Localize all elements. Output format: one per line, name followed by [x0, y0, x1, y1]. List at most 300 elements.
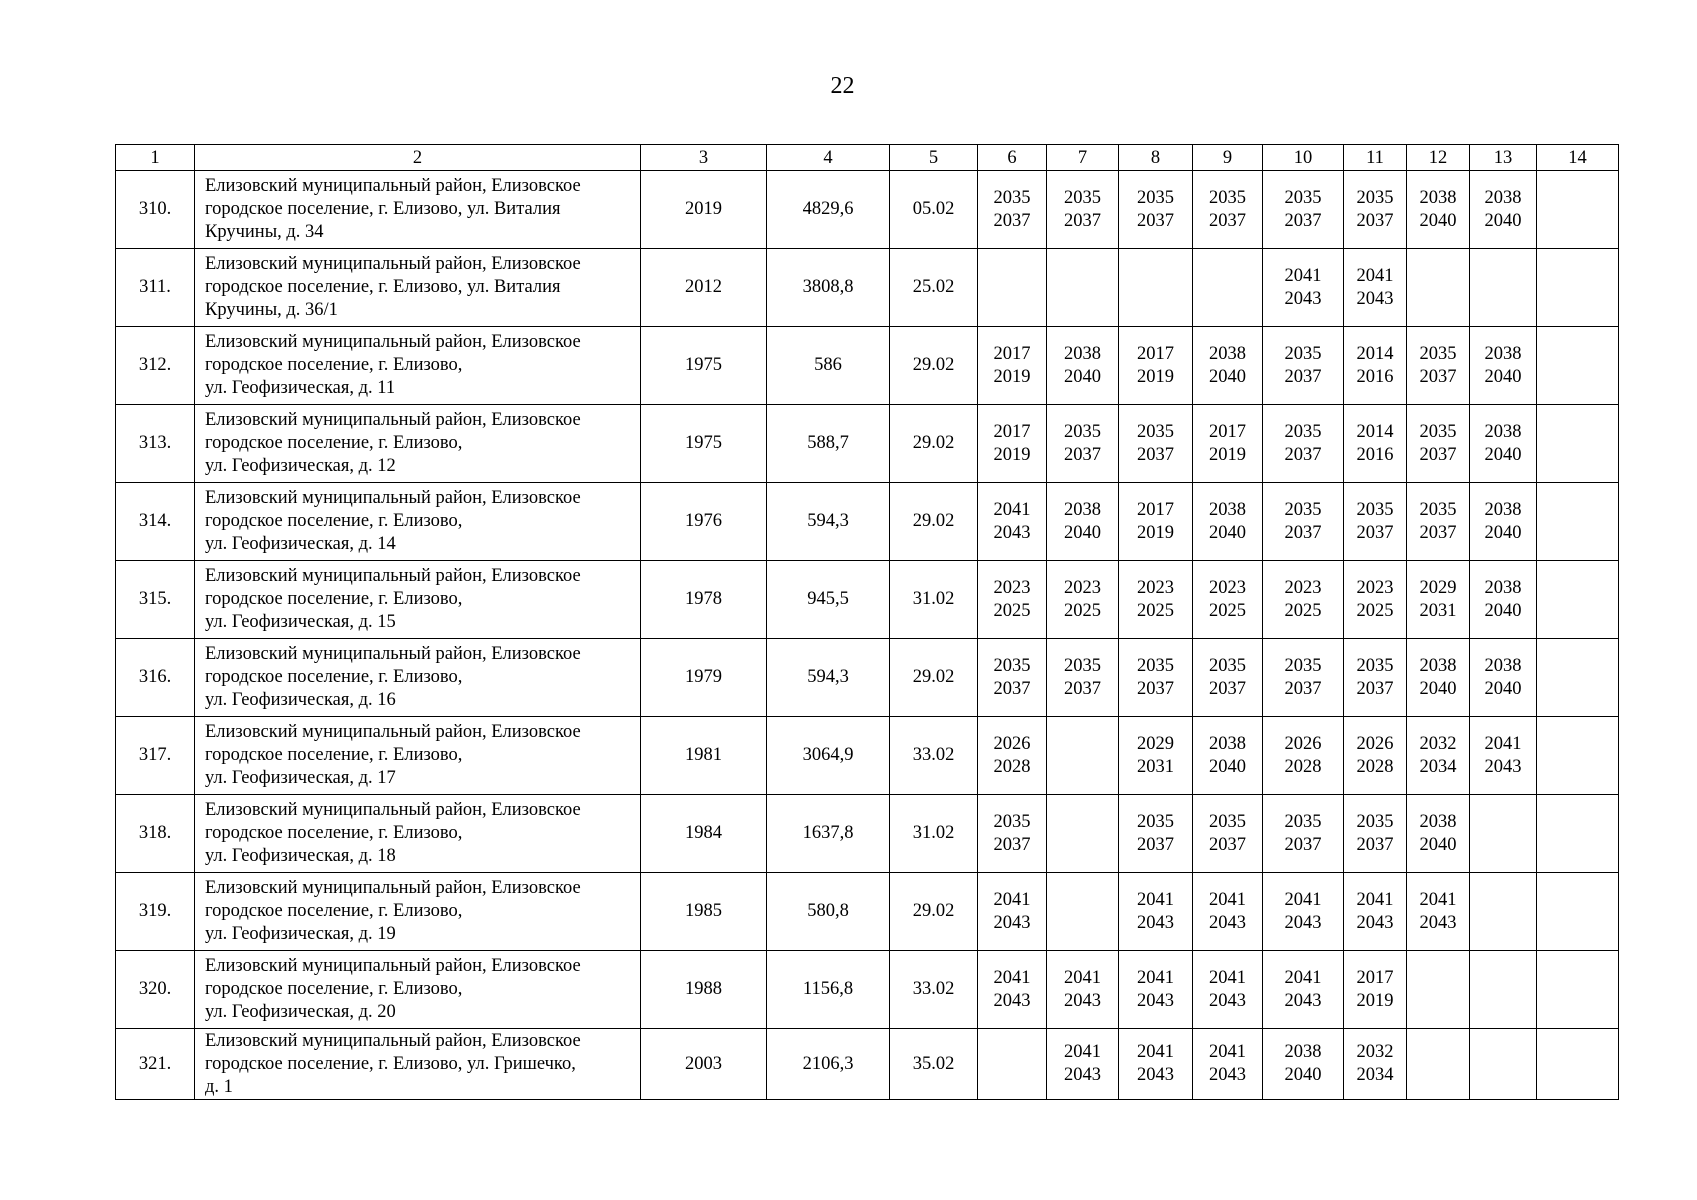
period-start-year: 2035: [1356, 499, 1394, 520]
code-cell: 31.02: [890, 561, 978, 639]
period-end-year: 2037: [993, 678, 1031, 699]
period-end-year: 2037: [1284, 366, 1322, 387]
period-start-year: 2035: [1356, 811, 1394, 832]
period-cell: [1193, 249, 1263, 327]
table-row: [116, 873, 1619, 951]
period-cell: [1263, 327, 1344, 405]
period-start-year: 2035: [1356, 655, 1394, 676]
period-cell: [1047, 795, 1119, 873]
period-start-year: 2038: [1484, 343, 1522, 364]
period-end-year: 2043: [1137, 1065, 1174, 1085]
period-start-year: 2023: [1137, 577, 1174, 598]
address-line: городское поселение, г. Елизово,: [205, 589, 463, 609]
period-start-year: 2038: [1484, 421, 1522, 442]
address-line: городское поселение, г. Елизово,: [205, 355, 463, 375]
period-cell: [1263, 951, 1344, 1029]
period-cell: [1344, 1029, 1407, 1100]
period-cell: [1344, 561, 1407, 639]
period-cell: [1537, 951, 1619, 1029]
year-built-cell: 1975: [641, 327, 767, 405]
period-start-year: 2041: [1137, 1042, 1174, 1062]
period-end-year: 2028: [1356, 756, 1394, 777]
period-end-year: 2037: [1419, 366, 1457, 387]
area-cell: 588,7: [767, 405, 890, 483]
period-cell: [1470, 795, 1537, 873]
code-cell: 35.02: [890, 1029, 978, 1100]
address-cell: [195, 171, 641, 249]
period-end-year: 2040: [1484, 444, 1522, 465]
period-start-year: 2017: [1137, 499, 1174, 520]
period-start-year: 2035: [1284, 343, 1322, 364]
period-cell: [1119, 795, 1193, 873]
period-cell: [1470, 639, 1537, 717]
address-line: ул. Геофизическая, д. 16: [205, 690, 396, 710]
period-start-year: 2035: [1064, 187, 1101, 208]
table-row: [116, 1029, 1619, 1100]
period-end-year: 2043: [1209, 990, 1246, 1011]
period-end-year: 2031: [1419, 600, 1457, 621]
address-line: Кручины, д. 36/1: [205, 300, 338, 320]
area-cell: 3064,9: [767, 717, 890, 795]
period-cell: [1537, 1029, 1619, 1100]
period-cell: [1470, 1029, 1537, 1100]
period-end-year: 2037: [1137, 210, 1174, 231]
period-start-year: 2017: [1356, 967, 1394, 988]
area-cell: 586: [767, 327, 890, 405]
column-header: 7: [1047, 145, 1119, 171]
column-header: 11: [1344, 145, 1407, 171]
period-start-year: 2026: [1356, 733, 1394, 754]
period-cell: [1047, 951, 1119, 1029]
period-end-year: 2037: [1209, 678, 1246, 699]
period-cell: [1119, 717, 1193, 795]
row-number-cell: 313.: [116, 405, 195, 483]
period-cell: [1047, 717, 1119, 795]
period-start-year: 2041: [1209, 1042, 1246, 1062]
address-cell: [195, 795, 641, 873]
code-cell: 33.02: [890, 951, 978, 1029]
period-end-year: 2043: [993, 522, 1031, 543]
row-number-cell: 321.: [116, 1029, 195, 1100]
period-cell: [1047, 561, 1119, 639]
period-cell: [1470, 951, 1537, 1029]
period-cell: [1407, 717, 1470, 795]
period-end-year: 2043: [1137, 990, 1174, 1011]
period-start-year: 2035: [1284, 187, 1322, 208]
period-end-year: 2037: [993, 834, 1031, 855]
period-cell: [1537, 717, 1619, 795]
address-line: городское поселение, г. Елизово,: [205, 901, 463, 921]
period-end-year: 2019: [993, 366, 1031, 387]
period-end-year: 2037: [1419, 522, 1457, 543]
period-start-year: 2041: [1064, 1042, 1101, 1062]
period-cell: [978, 249, 1047, 327]
period-cell: [1470, 873, 1537, 951]
period-cell: [1119, 249, 1193, 327]
address-line: ул. Геофизическая, д. 20: [205, 1002, 396, 1022]
period-cell: [1537, 561, 1619, 639]
period-end-year: 2040: [1064, 366, 1101, 387]
column-header: 13: [1470, 145, 1537, 171]
address-cell: [195, 639, 641, 717]
address-line: ул. Геофизическая, д. 15: [205, 612, 396, 632]
period-cell: [1537, 873, 1619, 951]
period-cell: [1047, 873, 1119, 951]
address-line: ул. Геофизическая, д. 12: [205, 456, 396, 476]
period-end-year: 2016: [1356, 366, 1394, 387]
address-line: городское поселение, г. Елизово,: [205, 667, 463, 687]
period-end-year: 2019: [1356, 990, 1394, 1011]
period-start-year: 2014: [1356, 343, 1394, 364]
period-cell: [1537, 405, 1619, 483]
table-row: [116, 483, 1619, 561]
period-cell: [1047, 639, 1119, 717]
period-cell: [1193, 561, 1263, 639]
period-end-year: 2043: [1284, 912, 1322, 933]
address-line: ул. Геофизическая, д. 14: [205, 534, 396, 554]
area-cell: 594,3: [767, 483, 890, 561]
period-end-year: 2043: [1284, 288, 1322, 309]
period-start-year: 2038: [1484, 187, 1522, 208]
period-end-year: 2028: [1284, 756, 1322, 777]
period-cell: [1193, 483, 1263, 561]
period-cell: [1193, 171, 1263, 249]
period-end-year: 2028: [993, 756, 1031, 777]
period-start-year: 2038: [1484, 577, 1522, 598]
code-cell: 29.02: [890, 639, 978, 717]
period-end-year: 2037: [993, 210, 1031, 231]
year-built-cell: 1979: [641, 639, 767, 717]
row-number-cell: 312.: [116, 327, 195, 405]
table-body: [116, 171, 1619, 1100]
period-end-year: 2037: [1356, 678, 1394, 699]
period-end-year: 2040: [1419, 834, 1457, 855]
period-end-year: 2043: [993, 912, 1031, 933]
period-cell: [1193, 405, 1263, 483]
period-start-year: 2041: [1484, 733, 1522, 754]
address-cell: [195, 405, 641, 483]
period-start-year: 2026: [1284, 733, 1322, 754]
period-start-year: 2035: [1284, 421, 1322, 442]
period-cell: [978, 561, 1047, 639]
row-number-cell: 316.: [116, 639, 195, 717]
period-end-year: 2043: [1209, 1065, 1246, 1085]
address-cell: [195, 717, 641, 795]
address-line: ул. Геофизическая, д. 11: [205, 378, 396, 398]
period-cell: [1407, 1029, 1470, 1100]
period-start-year: 2038: [1209, 733, 1246, 754]
period-end-year: 2025: [1356, 600, 1394, 621]
period-cell: [1407, 639, 1470, 717]
period-start-year: 2035: [993, 187, 1031, 208]
period-start-year: 2035: [993, 811, 1031, 832]
table-row: [116, 171, 1619, 249]
period-cell: [1119, 1029, 1193, 1100]
period-cell: [1344, 483, 1407, 561]
period-start-year: 2038: [1209, 343, 1246, 364]
table-row: [116, 249, 1619, 327]
period-start-year: 2041: [1284, 889, 1322, 910]
period-cell: [1119, 171, 1193, 249]
period-start-year: 2029: [1137, 733, 1174, 754]
column-header: 4: [767, 145, 890, 171]
period-cell: [1407, 951, 1470, 1029]
period-start-year: 2041: [1284, 265, 1322, 286]
period-cell: [1344, 717, 1407, 795]
column-header: 5: [890, 145, 978, 171]
period-end-year: 2037: [1356, 522, 1394, 543]
address-line: городское поселение, г. Елизово,: [205, 745, 463, 765]
period-cell: [978, 405, 1047, 483]
period-start-year: 2041: [1356, 265, 1394, 286]
period-cell: [1119, 483, 1193, 561]
address-line: Елизовский муниципальный район, Елизовское: [205, 722, 581, 742]
period-end-year: 2043: [1356, 288, 1394, 309]
period-end-year: 2043: [1209, 912, 1246, 933]
area-cell: 4829,6: [767, 171, 890, 249]
period-start-year: 2035: [1419, 499, 1457, 520]
address-line: Кручины, д. 34: [205, 222, 324, 242]
period-end-year: 2025: [1209, 600, 1246, 621]
period-end-year: 2037: [1356, 210, 1394, 231]
period-start-year: 2038: [1064, 343, 1101, 364]
period-cell: [1344, 873, 1407, 951]
column-header: 8: [1119, 145, 1193, 171]
address-line: Елизовский муниципальный район, Елизовское: [205, 254, 581, 274]
row-number-cell: 310.: [116, 171, 195, 249]
period-end-year: 2037: [1137, 678, 1174, 699]
period-end-year: 2037: [1137, 834, 1174, 855]
period-cell: [1407, 561, 1470, 639]
period-cell: [978, 171, 1047, 249]
period-cell: [978, 327, 1047, 405]
period-cell: [1263, 717, 1344, 795]
period-end-year: 2019: [1209, 444, 1246, 465]
period-start-year: 2026: [993, 733, 1031, 754]
period-end-year: 2043: [1064, 990, 1101, 1011]
address-line: городское поселение, г. Елизово,: [205, 979, 463, 999]
address-line: городское поселение, г. Елизово,: [205, 433, 463, 453]
period-start-year: 2041: [1356, 889, 1394, 910]
period-cell: [1193, 795, 1263, 873]
period-start-year: 2017: [993, 421, 1031, 442]
period-cell: [1193, 639, 1263, 717]
period-cell: [1047, 1029, 1119, 1100]
period-cell: [1407, 795, 1470, 873]
period-cell: [1344, 249, 1407, 327]
period-start-year: 2035: [1137, 187, 1174, 208]
year-built-cell: 1988: [641, 951, 767, 1029]
column-header: 12: [1407, 145, 1470, 171]
period-cell: [1344, 639, 1407, 717]
period-end-year: 2031: [1137, 756, 1174, 777]
period-start-year: 2035: [1356, 187, 1394, 208]
period-cell: [1470, 249, 1537, 327]
period-start-year: 2017: [1137, 343, 1174, 364]
column-number-header-row: [116, 145, 1619, 171]
year-built-cell: 1976: [641, 483, 767, 561]
column-header: 10: [1263, 145, 1344, 171]
period-start-year: 2035: [1137, 421, 1174, 442]
period-start-year: 2041: [1209, 889, 1246, 910]
address-line: городское поселение, г. Елизово,: [205, 823, 463, 843]
period-end-year: 2037: [1419, 444, 1457, 465]
period-start-year: 2041: [1419, 889, 1457, 910]
period-end-year: 2025: [1137, 600, 1174, 621]
period-cell: [1537, 795, 1619, 873]
period-end-year: 2040: [1484, 366, 1522, 387]
period-start-year: 2023: [1064, 577, 1101, 598]
period-start-year: 2038: [1209, 499, 1246, 520]
period-end-year: 2016: [1356, 444, 1394, 465]
address-cell: [195, 327, 641, 405]
year-built-cell: 1985: [641, 873, 767, 951]
address-line: городское поселение, г. Елизово,: [205, 511, 463, 531]
period-cell: [1407, 171, 1470, 249]
period-start-year: 2029: [1419, 577, 1457, 598]
period-start-year: 2041: [993, 967, 1031, 988]
period-end-year: 2037: [1064, 210, 1101, 231]
period-cell: [1263, 405, 1344, 483]
period-cell: [978, 873, 1047, 951]
period-cell: [1470, 405, 1537, 483]
period-start-year: 2023: [993, 577, 1031, 598]
column-header: 2: [195, 145, 641, 171]
address-line: Елизовский муниципальный район, Елизовское: [205, 1030, 581, 1051]
period-cell: [1263, 639, 1344, 717]
row-number-cell: 320.: [116, 951, 195, 1029]
period-start-year: 2023: [1209, 577, 1246, 598]
period-start-year: 2038: [1419, 811, 1457, 832]
period-end-year: 2019: [1137, 366, 1174, 387]
period-end-year: 2043: [1284, 990, 1322, 1011]
period-cell: [1119, 561, 1193, 639]
period-end-year: 2037: [1209, 210, 1246, 231]
period-cell: [1407, 405, 1470, 483]
period-start-year: 2035: [1209, 811, 1246, 832]
code-cell: 29.02: [890, 327, 978, 405]
period-end-year: 2037: [1064, 444, 1101, 465]
period-cell: [1263, 873, 1344, 951]
period-start-year: 2041: [1137, 967, 1174, 988]
period-cell: [1537, 639, 1619, 717]
area-cell: 1637,8: [767, 795, 890, 873]
code-cell: 31.02: [890, 795, 978, 873]
period-end-year: 2040: [1209, 522, 1246, 543]
period-end-year: 2037: [1064, 678, 1101, 699]
period-start-year: 2035: [1137, 811, 1174, 832]
period-end-year: 2034: [1419, 756, 1457, 777]
period-cell: [1047, 405, 1119, 483]
year-built-cell: 2012: [641, 249, 767, 327]
period-cell: [1263, 171, 1344, 249]
period-cell: [1407, 327, 1470, 405]
period-cell: [1263, 249, 1344, 327]
period-start-year: 2041: [1284, 967, 1322, 988]
table-row: [116, 717, 1619, 795]
period-start-year: 2035: [1284, 655, 1322, 676]
period-start-year: 2035: [1064, 655, 1101, 676]
period-end-year: 2040: [1484, 522, 1522, 543]
row-number-cell: 319.: [116, 873, 195, 951]
address-line: ул. Геофизическая, д. 17: [205, 768, 396, 788]
period-cell: [1344, 405, 1407, 483]
address-line: Елизовский муниципальный район, Елизовское: [205, 488, 581, 508]
year-built-cell: 1978: [641, 561, 767, 639]
period-cell: [1263, 1029, 1344, 1100]
period-cell: [1047, 249, 1119, 327]
period-end-year: 2040: [1064, 522, 1101, 543]
address-line: Елизовский муниципальный район, Елизовское: [205, 332, 581, 352]
address-line: городское поселение, г. Елизово, ул. Гришечко,: [205, 1053, 576, 1074]
period-cell: [978, 1029, 1047, 1100]
period-cell: [1470, 561, 1537, 639]
period-cell: [1407, 873, 1470, 951]
period-cell: [978, 483, 1047, 561]
period-start-year: 2035: [1209, 655, 1246, 676]
period-start-year: 2038: [1419, 187, 1457, 208]
table-row: [116, 639, 1619, 717]
period-start-year: 2035: [993, 655, 1031, 676]
period-cell: [1344, 171, 1407, 249]
period-cell: [1537, 171, 1619, 249]
period-end-year: 2019: [993, 444, 1031, 465]
year-built-cell: 1981: [641, 717, 767, 795]
period-cell: [978, 717, 1047, 795]
period-start-year: 2035: [1284, 499, 1322, 520]
period-end-year: 2043: [1356, 912, 1394, 933]
period-end-year: 2040: [1484, 210, 1522, 231]
period-start-year: 2038: [1284, 1042, 1322, 1062]
period-start-year: 2035: [1419, 421, 1457, 442]
address-cell: [195, 1029, 641, 1100]
period-start-year: 2041: [1064, 967, 1101, 988]
year-built-cell: 1975: [641, 405, 767, 483]
period-end-year: 2037: [1137, 444, 1174, 465]
period-end-year: 2040: [1484, 678, 1522, 699]
period-end-year: 2043: [1419, 912, 1457, 933]
period-cell: [1047, 483, 1119, 561]
address-line: ул. Геофизическая, д. 19: [205, 924, 396, 944]
period-start-year: 2041: [993, 889, 1031, 910]
period-end-year: 2040: [1209, 756, 1246, 777]
period-end-year: 2040: [1419, 210, 1457, 231]
period-end-year: 2019: [1137, 522, 1174, 543]
period-start-year: 2017: [1209, 421, 1246, 442]
address-line: Елизовский муниципальный район, Елизовское: [205, 878, 581, 898]
page-number: 22: [830, 73, 855, 99]
period-cell: [1047, 327, 1119, 405]
area-cell: 594,3: [767, 639, 890, 717]
period-end-year: 2037: [1209, 834, 1246, 855]
area-cell: 580,8: [767, 873, 890, 951]
code-cell: 05.02: [890, 171, 978, 249]
period-cell: [1470, 171, 1537, 249]
period-end-year: 2043: [1137, 912, 1174, 933]
period-cell: [1537, 327, 1619, 405]
period-end-year: 2037: [1356, 834, 1394, 855]
period-start-year: 2032: [1419, 733, 1457, 754]
period-end-year: 2037: [1284, 678, 1322, 699]
code-cell: 29.02: [890, 483, 978, 561]
period-end-year: 2025: [993, 600, 1031, 621]
period-start-year: 2032: [1356, 1042, 1394, 1062]
code-cell: 33.02: [890, 717, 978, 795]
table-row: [116, 795, 1619, 873]
housing-register-table: [115, 144, 1619, 1100]
address-line: Елизовский муниципальный район, Елизовское: [205, 176, 581, 196]
period-end-year: 2040: [1484, 600, 1522, 621]
